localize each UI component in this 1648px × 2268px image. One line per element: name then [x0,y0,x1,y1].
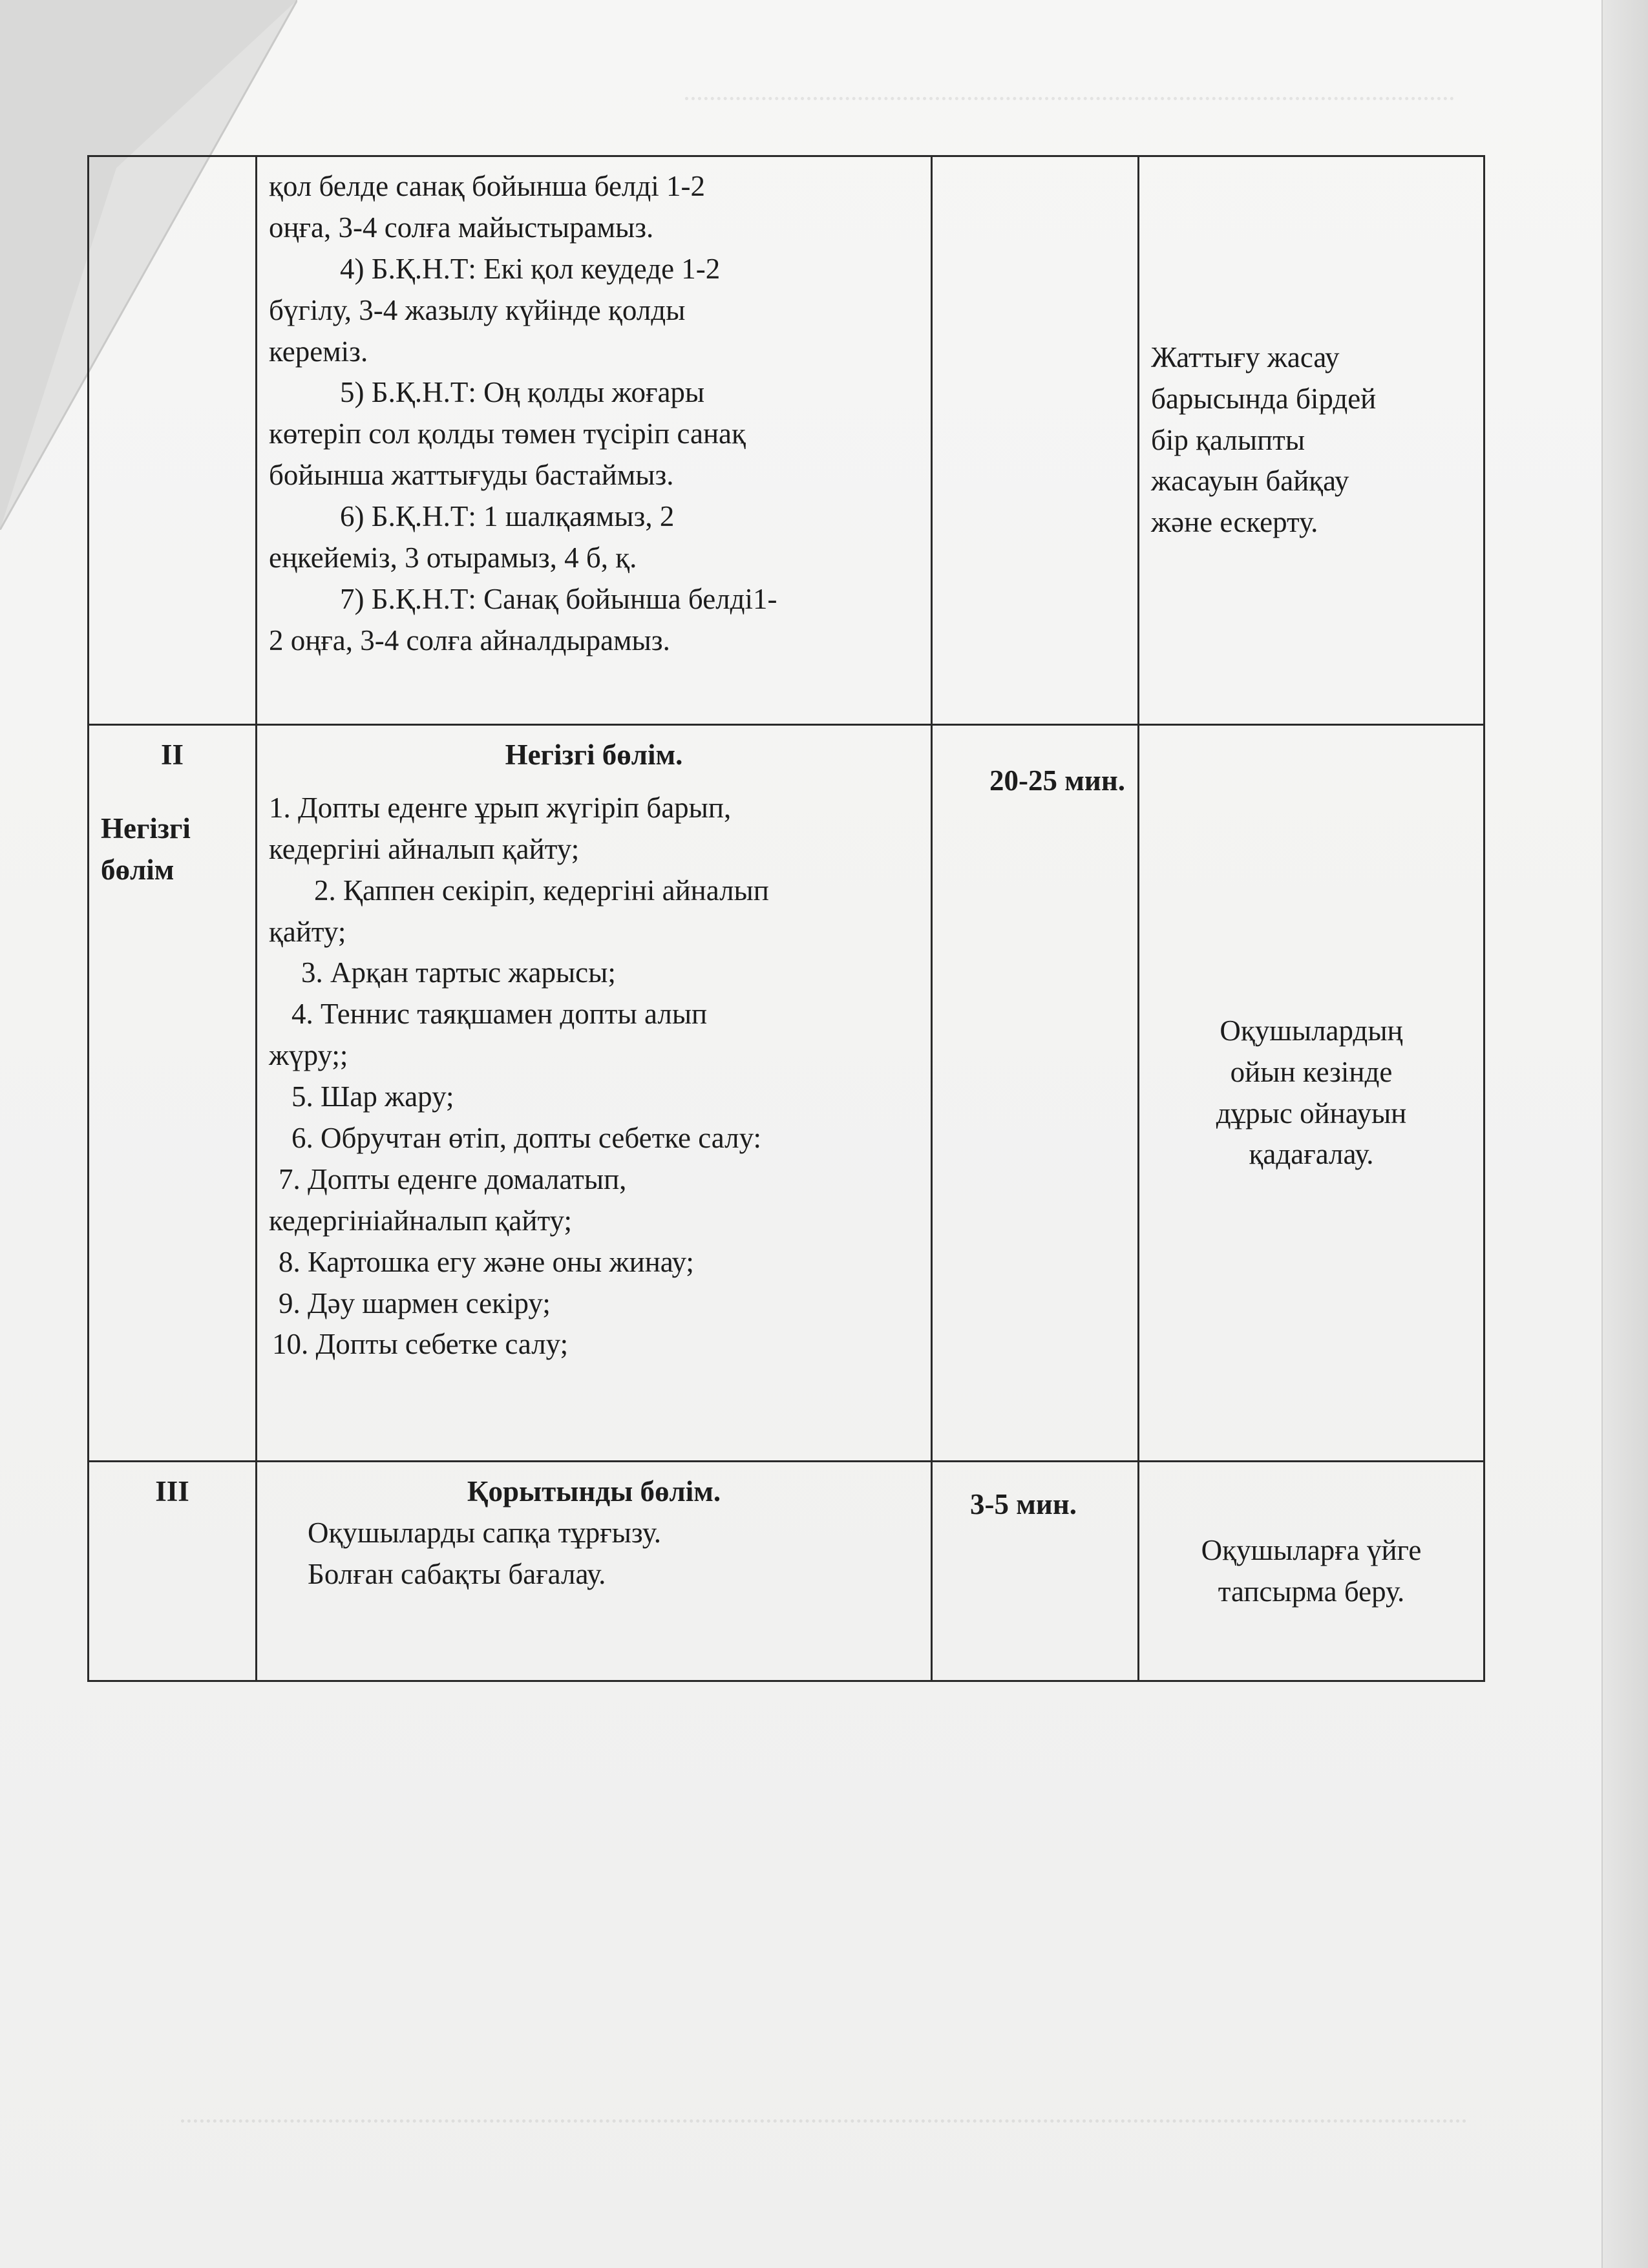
notes-cell [1139,1462,1484,1681]
time-value: 3-5 мин. [970,1488,1077,1520]
lesson-plan-table [87,155,1485,1682]
list-item: 10. Допты себетке салу; [272,1328,569,1361]
list-item: 7. Допты еденге домалатып, [279,1162,627,1195]
notes-cell [1139,725,1484,1462]
list-item: 4. Теннис таяқшамен допты алып [291,998,708,1031]
content-line: 5) Б.Қ.Н.Т: Оң қолды жоғары [340,376,705,409]
content-lines [269,1513,919,1595]
bleed-through-ornament-bottom [181,2119,1467,2136]
list-item: жүру;; [269,1039,348,1072]
content-line: 6) Б.Қ.Н.Т: 1 шалқаямыз, 2 [340,500,675,533]
stage-cell [89,725,257,1462]
time-cell [932,156,1139,725]
note-line: жасауын байқау [1151,465,1349,498]
content-line: оңға, 3-4 солға майыстырамыз. [269,211,654,244]
table-row [89,725,1484,1462]
stage-name: Негізгі бөлім [101,812,191,886]
note-line: ойын кезінде [1230,1055,1393,1088]
content-cell [257,1462,932,1681]
table-row [89,1462,1484,1681]
page-edge [1601,0,1648,2268]
note-line: барысында бірдей [1151,382,1377,415]
note-line: Оқушылардың [1220,1014,1403,1047]
list-item: қайту; [269,915,346,948]
content-line: кереміз. [269,335,368,368]
stage-cell [89,156,257,725]
list-item: 6. Обручтан өтіп, допты себетке салу: [291,1122,761,1155]
time-cell [932,725,1139,1462]
notes-cell [1139,156,1484,725]
note-line: бір қалыпты [1151,423,1305,456]
list-item: Болған сабақты бағалау. [308,1557,606,1590]
section-heading: Негізгі бөлім. [505,739,683,771]
stage-number: III [155,1475,189,1507]
list-item: 9. Дәу шармен секіру; [279,1286,551,1319]
stage-cell [89,1462,257,1681]
content-line: бойынша жаттығуды бастаймыз. [269,459,674,492]
table-row [89,156,1484,725]
list-item: Оқушыларды сапқа тұрғызу. [308,1516,661,1549]
section-heading: Қорытынды бөлім. [467,1475,721,1507]
content-line: көтеріп сол қолды төмен түсіріп санақ [269,417,746,450]
content-line: 2 оңға, 3-4 солға айналдырамыз. [269,624,670,656]
list-item: 8. Картошка егу және оны жинау; [279,1245,694,1278]
note-line: Жаттығу жасау [1151,341,1340,373]
content-cell [257,725,932,1462]
time-value: 20-25 мин. [989,764,1125,797]
list-item: 2. Қаппен секіріп, кедергіні айналып [314,874,769,907]
note-line: қадағалау. [1249,1138,1374,1171]
list-item: 3. Арқан тартыс жарысы; [301,956,616,989]
stage-number: II [160,739,184,771]
list-item: кедергініайналып қайту; [269,1204,572,1237]
content-line: бүгілу, 3-4 жазылу күйінде қолды [269,293,686,326]
content-line: еңкейеміз, 3 отырамыз, 4 б, қ. [269,541,637,574]
content-cell [257,156,932,725]
note-line: және ескерту. [1151,506,1318,539]
list-item: 5. Шар жару; [291,1080,454,1113]
note-line: тапсырма беру. [1218,1575,1405,1608]
time-cell [932,1462,1139,1681]
note-line: дұрыс ойнауын [1216,1097,1407,1129]
bleed-through-ornament-top [685,97,1454,113]
list-item: 1. Допты еденге ұрып жүгіріп барып, [269,791,732,824]
content-line: қол белде санақ бойынша белді 1-2 [269,170,706,202]
numbered-list [269,788,919,1365]
content-line: 4) Б.Қ.Н.Т: Екі қол кеудеде 1-2 [340,252,721,285]
list-item: кедергіні айналып қайту; [269,832,580,865]
note-line: Оқушыларға үйге [1201,1533,1422,1566]
content-line: 7) Б.Қ.Н.Т: Санақ бойынша белді1- [340,582,777,615]
